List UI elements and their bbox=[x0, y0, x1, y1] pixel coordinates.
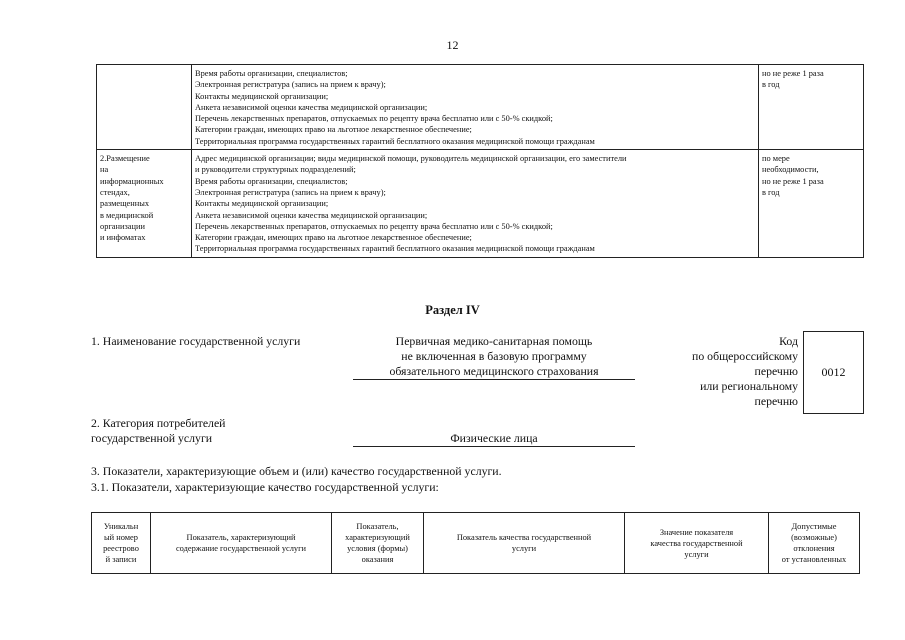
info-methods-table bbox=[96, 64, 864, 258]
content-line: Категории граждан, имеющих право на льготное лекарственное обеспечение; bbox=[195, 125, 472, 135]
content-line: Территориальная программа государственных гарантий бесплатного оказания медицинской помощи гражданам bbox=[195, 136, 595, 146]
frequency-cell bbox=[759, 65, 864, 150]
page-number: 12 bbox=[446, 38, 459, 52]
table-header-row bbox=[92, 513, 860, 574]
content-cell bbox=[192, 65, 759, 150]
method-line: 2.Размещение bbox=[100, 154, 150, 164]
content-line: Электронная регистратура (запись на прием к врачу); bbox=[195, 80, 386, 90]
content-line: и руководители структурных подразделений; bbox=[195, 165, 356, 175]
method-cell bbox=[97, 65, 192, 150]
service-name-line: обязательного медицинского страхования bbox=[389, 364, 599, 378]
service-name-line: не включенная в базовую программу bbox=[401, 349, 587, 363]
method-cell bbox=[97, 150, 192, 258]
method-line: информационных bbox=[100, 176, 164, 186]
header-line: оказания bbox=[361, 555, 394, 564]
code-label-line: перечню bbox=[754, 394, 798, 408]
frequency-line: но не реже 1 раза bbox=[762, 176, 824, 186]
consumer-label-line: 2. Категория потребителей bbox=[91, 416, 226, 430]
code-value: 0012 bbox=[821, 365, 846, 379]
content-line: Время работы организации, специалистов; bbox=[195, 176, 348, 186]
header-line: услуги bbox=[684, 549, 709, 559]
service-name-value bbox=[353, 334, 635, 380]
frequency-cell bbox=[759, 150, 864, 258]
consumer-category-value: Физические лица bbox=[353, 431, 635, 447]
frequency-line: но не реже 1 раза bbox=[762, 69, 824, 78]
header-line: содержание государственной услуги bbox=[175, 544, 307, 553]
header-registry-number bbox=[92, 513, 151, 574]
method-line: стендах, bbox=[100, 187, 130, 197]
header-line: качества государственной bbox=[650, 538, 743, 548]
frequency-line: в год bbox=[762, 187, 780, 197]
header-line: реестрово bbox=[103, 544, 139, 553]
header-content-indicator bbox=[151, 513, 332, 574]
content-line: Контакты медицинской организации; bbox=[195, 199, 329, 209]
header-line: (возможные) bbox=[791, 533, 837, 542]
header-line: Уникальн bbox=[103, 522, 139, 531]
code-box bbox=[803, 331, 864, 414]
header-line: услуги bbox=[511, 544, 537, 553]
service-name-line: Первичная медико-санитарная помощь bbox=[395, 334, 593, 348]
header-allowed-deviations bbox=[769, 513, 860, 574]
header-line: й записи bbox=[105, 555, 137, 564]
frequency-line: необходимости, bbox=[762, 165, 819, 175]
indicators-heading: 3. Показатели, характеризующие объем и (или) качество государственной услуги. bbox=[91, 464, 502, 478]
frequency-line: в год bbox=[762, 80, 780, 90]
code-label bbox=[640, 334, 798, 409]
content-line: Электронная регистратура (запись на прием к врачу); bbox=[195, 187, 386, 197]
content-line: Перечень лекарственных препаратов, отпускаемых по рецепту врача бесплатно или с 50-% скидкой; bbox=[195, 114, 553, 124]
method-line: в медицинской bbox=[100, 210, 154, 220]
header-line: Допустимые bbox=[791, 522, 837, 531]
content-line: Перечень лекарственных препаратов, отпускаемых по рецепту врача бесплатно или с 50-% скидкой; bbox=[195, 221, 553, 231]
code-label-line: или региональному bbox=[700, 379, 798, 393]
content-line: Территориальная программа государственных гарантий бесплатного оказания медицинской помощи гражданам bbox=[195, 244, 595, 254]
table-row bbox=[97, 65, 864, 150]
header-line: Показатель, bbox=[356, 522, 399, 531]
content-cell bbox=[192, 150, 759, 258]
header-line: Значение показателя bbox=[659, 527, 734, 537]
method-line: на bbox=[100, 165, 109, 175]
quality-indicators-table bbox=[91, 512, 860, 574]
content-line: Анкета независимой оценки качества медицинской организации; bbox=[195, 102, 428, 112]
code-label-line: по общероссийскому bbox=[692, 349, 798, 363]
header-line: Показатель, характеризующий bbox=[186, 533, 296, 542]
header-line: ый номер bbox=[104, 533, 138, 542]
quality-indicators-heading: 3.1. Показатели, характеризующие качество государственной услуги: bbox=[91, 480, 439, 494]
content-line: Контакты медицинской организации; bbox=[195, 91, 329, 101]
content-line: Категории граждан, имеющих право на льготное лекарственное обеспечение; bbox=[195, 233, 472, 243]
code-label-line: перечню bbox=[754, 364, 798, 378]
consumer-category-label bbox=[91, 416, 226, 446]
method-line: размещенных bbox=[100, 199, 150, 209]
header-line: от установленных bbox=[781, 555, 847, 564]
service-name-label: 1. Наименование государственной услуги bbox=[91, 334, 301, 348]
header-conditions-indicator bbox=[332, 513, 424, 574]
header-line: условия (формы) bbox=[347, 544, 408, 553]
content-line: Время работы организации, специалистов; bbox=[195, 69, 348, 78]
content-line: Анкета независимой оценки качества медицинской организации; bbox=[195, 210, 428, 220]
header-quality-indicator bbox=[424, 513, 625, 574]
header-line: Показатель качества государственной bbox=[456, 533, 592, 542]
header-indicator-value bbox=[625, 513, 769, 574]
method-line: организации bbox=[100, 221, 145, 231]
header-line: отклонения bbox=[793, 544, 835, 553]
section-title: Раздел IV bbox=[425, 303, 480, 317]
frequency-line: по мере bbox=[762, 154, 790, 164]
table-row bbox=[97, 150, 864, 258]
header-line: характеризующий bbox=[345, 533, 410, 542]
consumer-label-line: государственной услуги bbox=[91, 431, 213, 445]
content-line: Адрес медицинской организации; виды медицинской помощи, руководитель медицинской организации, его заместители bbox=[195, 154, 627, 164]
method-line: и инфоматах bbox=[100, 233, 146, 243]
code-label-line: Код bbox=[779, 334, 798, 348]
